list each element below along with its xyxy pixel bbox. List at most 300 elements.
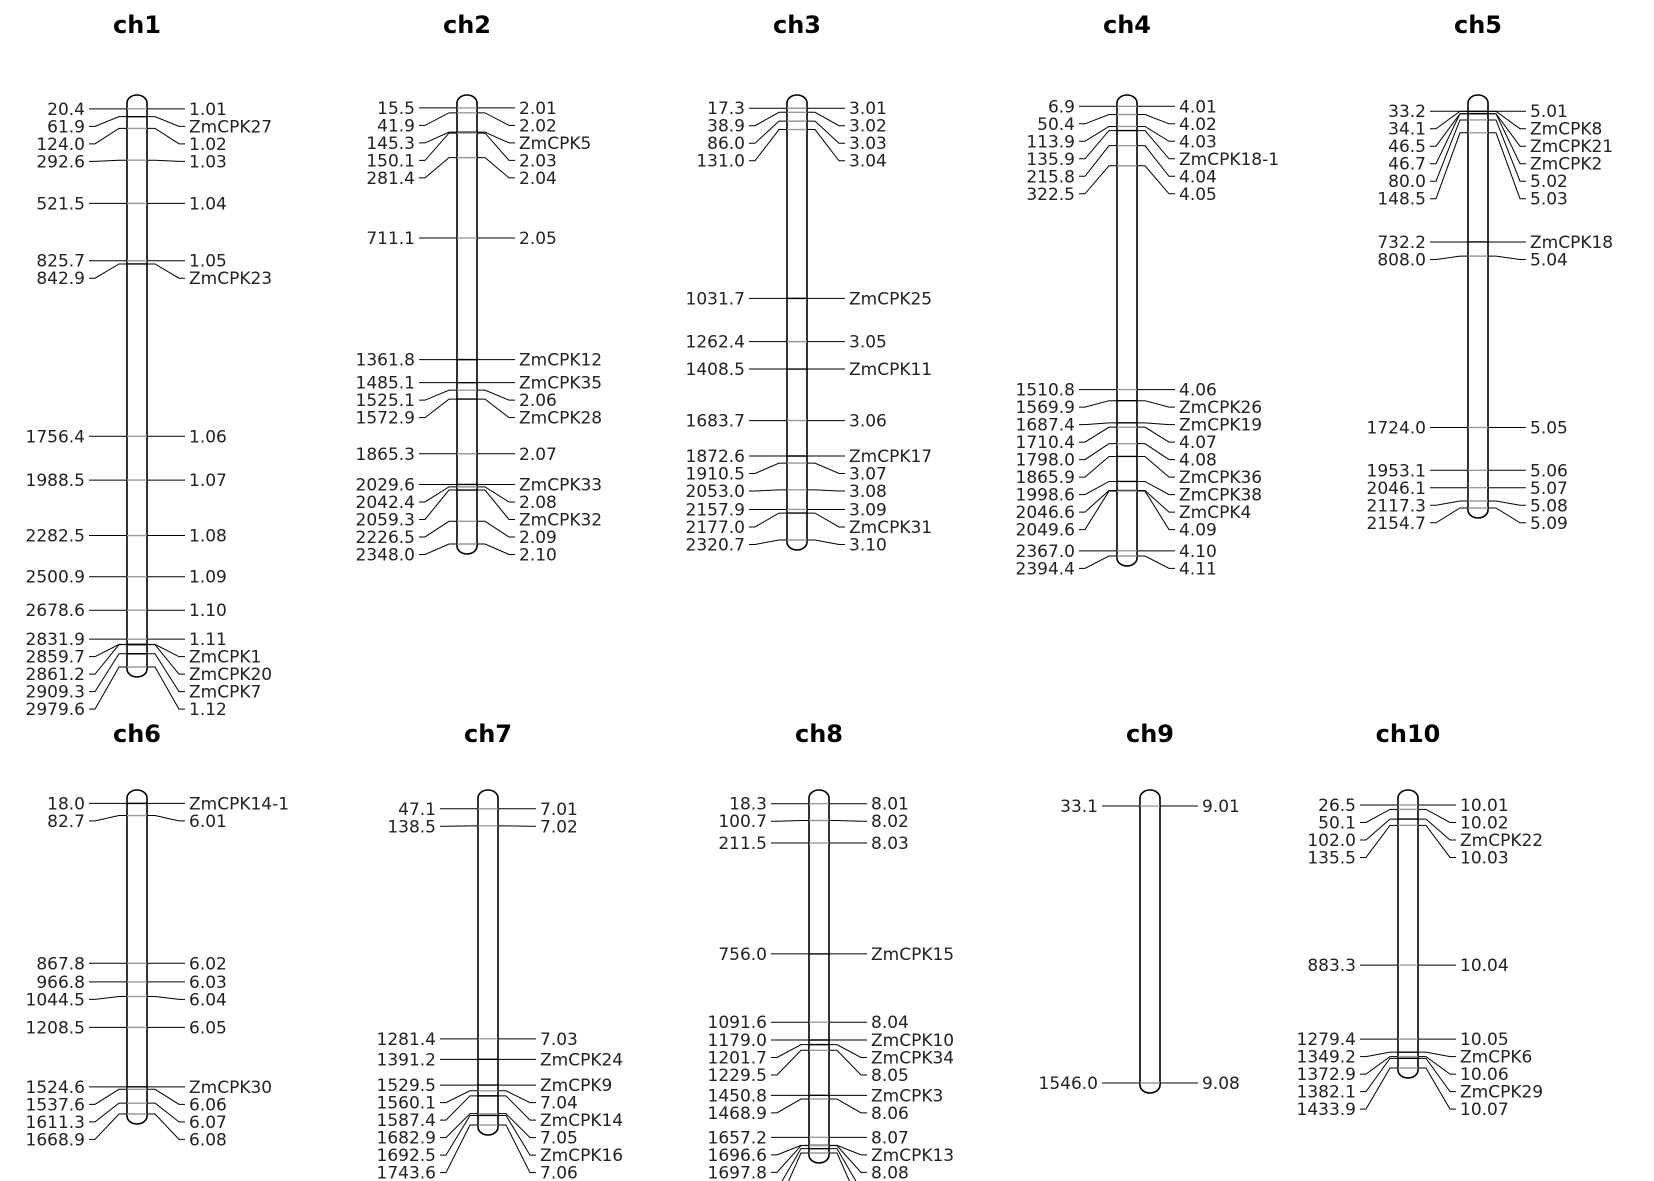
left-leader [1430, 114, 1468, 147]
marker [708, 1045, 955, 1069]
left-leader [89, 160, 127, 161]
marker-position: 1372.9 [1296, 1065, 1356, 1086]
chromosome-body [809, 790, 829, 1163]
marker-position: 1529.5 [376, 1076, 436, 1097]
marker-position: 46.7 [1388, 154, 1426, 175]
marker-position: 113.9 [1026, 132, 1075, 153]
marker-position: 1710.4 [1015, 433, 1075, 454]
marker [26, 527, 227, 547]
bin-label: 1.01 [189, 99, 227, 120]
chromosome-title: ch1 [112, 11, 162, 39]
right-leader [498, 1115, 536, 1155]
right-leader [1137, 146, 1175, 177]
right-leader [807, 130, 845, 161]
left-leader [419, 113, 457, 126]
marker-position: 1865.9 [1015, 468, 1075, 489]
chromosome-ch4 [1016, 11, 1280, 579]
marker [686, 333, 887, 353]
left-leader [771, 1045, 809, 1058]
gene-label: ZmCPK2 [1530, 154, 1603, 175]
gene-label: ZmCPK28 [519, 408, 603, 429]
chromosome-title: ch6 [112, 720, 162, 748]
bin-label: 4.09 [1179, 520, 1217, 541]
bin-label: 5.05 [1530, 418, 1568, 439]
left-leader [771, 1099, 809, 1113]
left-leader [419, 132, 457, 143]
left-leader [89, 997, 127, 1000]
marker [356, 445, 557, 465]
marker-position: 2157.9 [685, 500, 745, 521]
right-leader [807, 121, 845, 143]
marker-position: 2909.3 [25, 682, 85, 703]
bin-label: 1.05 [189, 251, 227, 272]
marker-position: 808.0 [1377, 250, 1426, 271]
marker [26, 427, 227, 447]
bin-label: 6.02 [189, 954, 227, 975]
bin-label: 4.01 [1179, 97, 1217, 118]
marker-position: 1572.9 [355, 408, 415, 429]
marker-position: 41.9 [377, 116, 415, 137]
bin-label: 5.02 [1530, 172, 1568, 193]
marker-position: 2979.6 [25, 700, 85, 721]
bin-label: 8.04 [871, 1013, 909, 1034]
chromosome-title: ch4 [1102, 11, 1152, 39]
marker-position: 2861.2 [25, 665, 85, 686]
right-leader [1137, 131, 1175, 159]
marker [1367, 418, 1568, 438]
right-leader [477, 399, 515, 418]
marker-position: 18.0 [47, 794, 85, 815]
marker-position: 145.3 [366, 133, 415, 154]
chromosome-body [478, 790, 498, 1135]
bin-label: 10.01 [1460, 795, 1509, 816]
marker-position: 1091.6 [707, 1013, 767, 1034]
gene-label: ZmCPK34 [871, 1048, 955, 1069]
bin-label: 8.06 [871, 1103, 909, 1124]
right-leader [807, 513, 845, 527]
marker-position: 138.5 [387, 817, 436, 838]
marker-position: 1208.5 [25, 1018, 85, 1039]
left-leader [749, 121, 787, 143]
bin-label: 4.11 [1179, 559, 1217, 580]
bin-label: 10.04 [1460, 956, 1509, 977]
bin-label: 7.01 [540, 799, 578, 820]
marker-position: 100.7 [718, 812, 767, 833]
gene-label: ZmCPK36 [1179, 468, 1263, 489]
bin-label: 1.04 [189, 194, 227, 215]
right-leader [1137, 427, 1175, 442]
bin-label: 6.07 [189, 1112, 227, 1133]
bin-label: 2.10 [519, 545, 557, 566]
bin-label: 1.11 [189, 630, 227, 651]
marker-position: 322.5 [1026, 184, 1075, 205]
gene-label: ZmCPK29 [1460, 1082, 1544, 1103]
left-leader [771, 820, 809, 821]
right-leader [1137, 481, 1175, 494]
marker-position: 80.0 [1388, 172, 1426, 193]
bin-label: 5.04 [1530, 250, 1568, 271]
right-leader [498, 1125, 536, 1173]
bin-label: 3.10 [849, 535, 887, 556]
marker-position: 46.5 [1388, 137, 1426, 158]
chromosome-body [1140, 790, 1160, 1093]
left-leader [749, 112, 787, 125]
bin-label: 1.07 [189, 471, 227, 492]
right-leader [1137, 126, 1175, 141]
marker [686, 360, 933, 380]
bin-label: 1.08 [189, 526, 227, 547]
gene-label: ZmCPK13 [871, 1145, 955, 1166]
chromosome-title: ch3 [772, 11, 822, 39]
right-leader [1488, 256, 1526, 259]
marker-position: 867.8 [36, 954, 85, 975]
marker-position: 2053.0 [685, 482, 745, 503]
gene-label: ZmCPK6 [1460, 1047, 1533, 1068]
right-leader [147, 1089, 185, 1104]
marker-position: 1865.3 [355, 444, 415, 465]
marker-position: 1408.5 [685, 360, 745, 381]
gene-label: ZmCPK8 [1530, 119, 1603, 140]
right-leader [1137, 423, 1175, 425]
bin-label: 6.03 [189, 972, 227, 993]
chromosome-ch9 [1039, 720, 1240, 1094]
marker [377, 1050, 624, 1070]
chromosome-ch10 [1297, 720, 1544, 1120]
marker-position: 61.9 [47, 117, 85, 138]
chromosome-ch7 [377, 720, 624, 1181]
marker [26, 471, 227, 491]
gene-label: ZmCPK27 [189, 117, 273, 138]
bin-label: 8.01 [871, 794, 909, 815]
left-leader [89, 816, 127, 821]
chromosome-title: ch9 [1125, 720, 1175, 748]
chromosome-ch5 [1367, 11, 1614, 534]
gene-label: ZmCPK33 [519, 475, 603, 496]
marker [26, 1018, 227, 1038]
left-leader [1079, 131, 1117, 159]
marker-position: 1743.6 [376, 1163, 436, 1181]
bin-label: 4.10 [1179, 541, 1217, 562]
gene-label: ZmCPK9 [540, 1076, 613, 1097]
marker-position: 2154.7 [1366, 513, 1426, 534]
marker-position: 1692.5 [376, 1146, 436, 1167]
bin-label: 5.03 [1530, 189, 1568, 210]
left-leader [1079, 481, 1117, 494]
marker-position: 15.5 [377, 98, 415, 119]
marker-position: 1382.1 [1296, 1082, 1356, 1103]
marker-position: 1201.7 [707, 1048, 767, 1069]
marker-position: 1262.4 [685, 332, 745, 353]
right-leader [147, 117, 185, 127]
marker-position: 1450.8 [707, 1086, 767, 1107]
left-leader [1079, 126, 1117, 141]
right-leader [498, 1091, 536, 1103]
right-leader [829, 820, 867, 821]
left-leader [1079, 427, 1117, 442]
left-leader [419, 521, 457, 537]
marker-position: 2029.6 [355, 475, 415, 496]
gene-label: ZmCPK23 [189, 269, 273, 290]
bin-label: 5.06 [1530, 461, 1568, 482]
left-leader [1430, 508, 1468, 523]
bin-label: 3.06 [849, 411, 887, 432]
right-leader [147, 128, 185, 143]
marker-position: 1391.2 [376, 1050, 436, 1071]
right-leader [147, 667, 185, 709]
bin-label: 3.07 [849, 464, 887, 485]
right-leader [147, 1114, 185, 1139]
bin-label: 7.04 [540, 1093, 578, 1114]
bin-label: 2.07 [519, 444, 557, 465]
bin-label: 7.03 [540, 1029, 578, 1050]
left-leader [1079, 444, 1117, 460]
marker [26, 601, 227, 621]
marker-position: 1281.4 [376, 1029, 436, 1050]
right-leader [477, 132, 515, 143]
right-leader [807, 540, 845, 544]
marker [377, 1030, 578, 1050]
marker-position: 2046.6 [1015, 503, 1075, 524]
right-leader [807, 463, 845, 473]
marker-position: 1044.5 [25, 990, 85, 1011]
gene-label: ZmCPK15 [871, 944, 955, 965]
left-leader [89, 128, 127, 143]
bin-label: 1.12 [189, 700, 227, 721]
bin-label: 2.08 [519, 492, 557, 513]
marker-position: 2348.0 [355, 545, 415, 566]
marker-position: 1537.6 [25, 1095, 85, 1116]
right-leader [477, 490, 515, 519]
marker-position: 33.1 [1060, 797, 1098, 818]
marker-position: 2117.3 [1366, 496, 1426, 517]
marker-position: 1611.3 [25, 1112, 85, 1133]
chromosome-body [1398, 790, 1418, 1078]
right-leader [147, 644, 185, 656]
right-leader [1488, 508, 1526, 523]
marker-position: 1910.5 [685, 464, 745, 485]
gene-label: ZmCPK11 [849, 360, 933, 381]
left-leader [419, 544, 457, 554]
marker-position: 1697.8 [707, 1163, 767, 1181]
bin-label: 2.04 [519, 168, 557, 189]
left-leader [1360, 809, 1398, 822]
bin-label: 10.06 [1460, 1065, 1509, 1086]
marker-position: 2320.7 [685, 535, 745, 556]
bin-label: 10.05 [1460, 1030, 1509, 1051]
marker-position: 1687.4 [1015, 415, 1075, 436]
marker-position: 1524.6 [25, 1077, 85, 1098]
gene-label: ZmCPK18-1 [1179, 149, 1280, 170]
marker-position: 1349.2 [1296, 1047, 1356, 1068]
marker-position: 1988.5 [25, 471, 85, 492]
marker-position: 2049.6 [1015, 520, 1075, 541]
chromosome-ch3 [686, 11, 933, 555]
marker-position: 131.0 [696, 151, 745, 172]
bin-label: 4.05 [1179, 184, 1217, 205]
bin-label: 6.06 [189, 1095, 227, 1116]
marker-position: 2859.7 [25, 647, 85, 668]
left-leader [749, 463, 787, 473]
bin-label: 1.09 [189, 567, 227, 588]
left-leader [771, 1149, 809, 1181]
chromosome-title: ch8 [794, 720, 844, 748]
right-leader [147, 997, 185, 1000]
bin-label: 1.06 [189, 427, 227, 448]
marker [1016, 481, 1263, 505]
marker-position: 2042.4 [355, 492, 415, 513]
bin-label: 7.06 [540, 1163, 578, 1181]
gene-label: ZmCPK24 [540, 1050, 624, 1071]
bin-label: 2.01 [519, 98, 557, 119]
chromosome-ch6 [26, 720, 290, 1150]
marker-position: 2831.9 [25, 630, 85, 651]
marker-position: 1953.1 [1366, 461, 1426, 482]
bin-label: 5.07 [1530, 478, 1568, 499]
marker [1039, 1074, 1240, 1094]
left-leader [89, 644, 127, 656]
left-leader [749, 513, 787, 527]
marker-position: 2226.5 [355, 527, 415, 548]
marker [718, 945, 954, 965]
right-leader [1488, 114, 1526, 164]
marker-position: 2046.1 [1366, 478, 1426, 499]
marker-position: 86.0 [707, 134, 745, 155]
marker-position: 47.1 [398, 799, 436, 820]
bin-label: 9.08 [1202, 1074, 1240, 1094]
marker [356, 351, 603, 371]
marker-position: 521.5 [36, 194, 85, 215]
marker-position: 2678.6 [25, 601, 85, 622]
bin-label: 8.03 [871, 834, 909, 855]
chromosome-body [1468, 95, 1488, 518]
right-leader [829, 1045, 867, 1058]
bin-label: 2.02 [519, 116, 557, 137]
marker-position: 6.9 [1047, 97, 1075, 118]
gene-label: ZmCPK14 [540, 1111, 624, 1132]
bin-label: 6.01 [189, 811, 227, 832]
chromosome-title: ch7 [463, 720, 513, 748]
bin-label: 8.02 [871, 812, 909, 833]
marker [26, 568, 227, 588]
right-leader [147, 645, 185, 674]
marker-position: 20.4 [47, 99, 85, 120]
marker [686, 289, 933, 309]
marker-position: 1587.4 [376, 1111, 436, 1132]
bin-label: 3.08 [849, 482, 887, 503]
marker-position: 135.9 [1026, 149, 1075, 170]
gene-label: ZmCPK1 [189, 647, 262, 668]
gene-label: ZmCPK22 [1460, 830, 1544, 851]
right-leader [498, 1096, 536, 1120]
left-leader [89, 1114, 127, 1139]
right-leader [477, 113, 515, 126]
bin-label: 4.07 [1179, 433, 1217, 454]
left-leader [1079, 423, 1117, 425]
marker-position: 966.8 [36, 972, 85, 993]
gene-label: ZmCPK18 [1530, 232, 1614, 253]
left-leader [1079, 166, 1117, 194]
right-leader [477, 544, 515, 554]
marker-position: 34.1 [1388, 119, 1426, 140]
bin-label: 2.09 [519, 527, 557, 548]
marker-position: 1657.2 [707, 1128, 767, 1149]
gene-label: ZmCPK17 [849, 447, 933, 468]
left-leader [419, 490, 457, 519]
marker-position: 1668.9 [25, 1130, 85, 1151]
marker-position: 1279.4 [1296, 1030, 1356, 1051]
chromosome-ch8 [708, 720, 955, 1181]
bin-label: 9.01 [1202, 797, 1240, 818]
left-leader [1079, 146, 1117, 177]
chromosome-body [127, 790, 147, 1124]
left-leader [89, 1103, 127, 1122]
bin-label: 10.07 [1460, 1100, 1509, 1121]
bin-label: 3.05 [849, 332, 887, 353]
bin-label: 6.04 [189, 990, 227, 1011]
marker-position: 1683.7 [685, 411, 745, 432]
marker-position: 1998.6 [1015, 485, 1075, 506]
right-leader [1137, 444, 1175, 460]
marker-position: 1179.0 [707, 1031, 767, 1052]
bin-label: 4.04 [1179, 167, 1217, 188]
right-leader [477, 521, 515, 537]
marker-position: 1756.4 [25, 427, 85, 448]
right-leader [829, 1099, 867, 1113]
right-leader [1418, 825, 1456, 857]
marker-position: 1724.0 [1366, 418, 1426, 439]
right-leader [1137, 401, 1175, 407]
marker-position: 1361.8 [355, 350, 415, 371]
right-leader [807, 490, 845, 491]
marker-position: 1510.8 [1015, 380, 1075, 401]
chromosome-body [787, 95, 807, 550]
bin-label: 8.08 [871, 1163, 909, 1181]
left-leader [749, 490, 787, 491]
marker-position: 825.7 [36, 251, 85, 272]
left-leader [89, 667, 127, 709]
marker [1016, 556, 1217, 579]
chromosome-body [127, 95, 147, 677]
gene-label: ZmCPK12 [519, 350, 603, 371]
left-leader [1430, 501, 1468, 505]
marker-position: 150.1 [366, 151, 415, 172]
left-leader [1360, 1052, 1398, 1056]
bin-label: 8.05 [871, 1066, 909, 1087]
left-leader [749, 130, 787, 161]
right-leader [477, 487, 515, 502]
bin-label: 6.05 [189, 1018, 227, 1039]
right-leader [147, 160, 185, 161]
marker-position: 50.4 [1037, 114, 1075, 135]
marker-position: 211.5 [718, 834, 767, 855]
gene-label: ZmCPK25 [849, 289, 933, 310]
bin-label: 8.07 [871, 1128, 909, 1149]
right-leader [1418, 1057, 1456, 1075]
bin-label: 4.06 [1179, 380, 1217, 401]
left-leader [1079, 114, 1117, 123]
marker-position: 1468.9 [707, 1103, 767, 1124]
left-leader [89, 1089, 127, 1104]
marker-position: 82.7 [47, 811, 85, 832]
right-leader [1137, 114, 1175, 123]
left-leader [440, 1115, 478, 1155]
bin-label: 7.05 [540, 1128, 578, 1149]
marker-position: 281.4 [366, 168, 415, 189]
gene-label: ZmCPK20 [189, 665, 273, 686]
marker-position: 1031.7 [685, 289, 745, 310]
marker-position: 135.5 [1307, 848, 1356, 869]
bin-label: 4.03 [1179, 132, 1217, 153]
